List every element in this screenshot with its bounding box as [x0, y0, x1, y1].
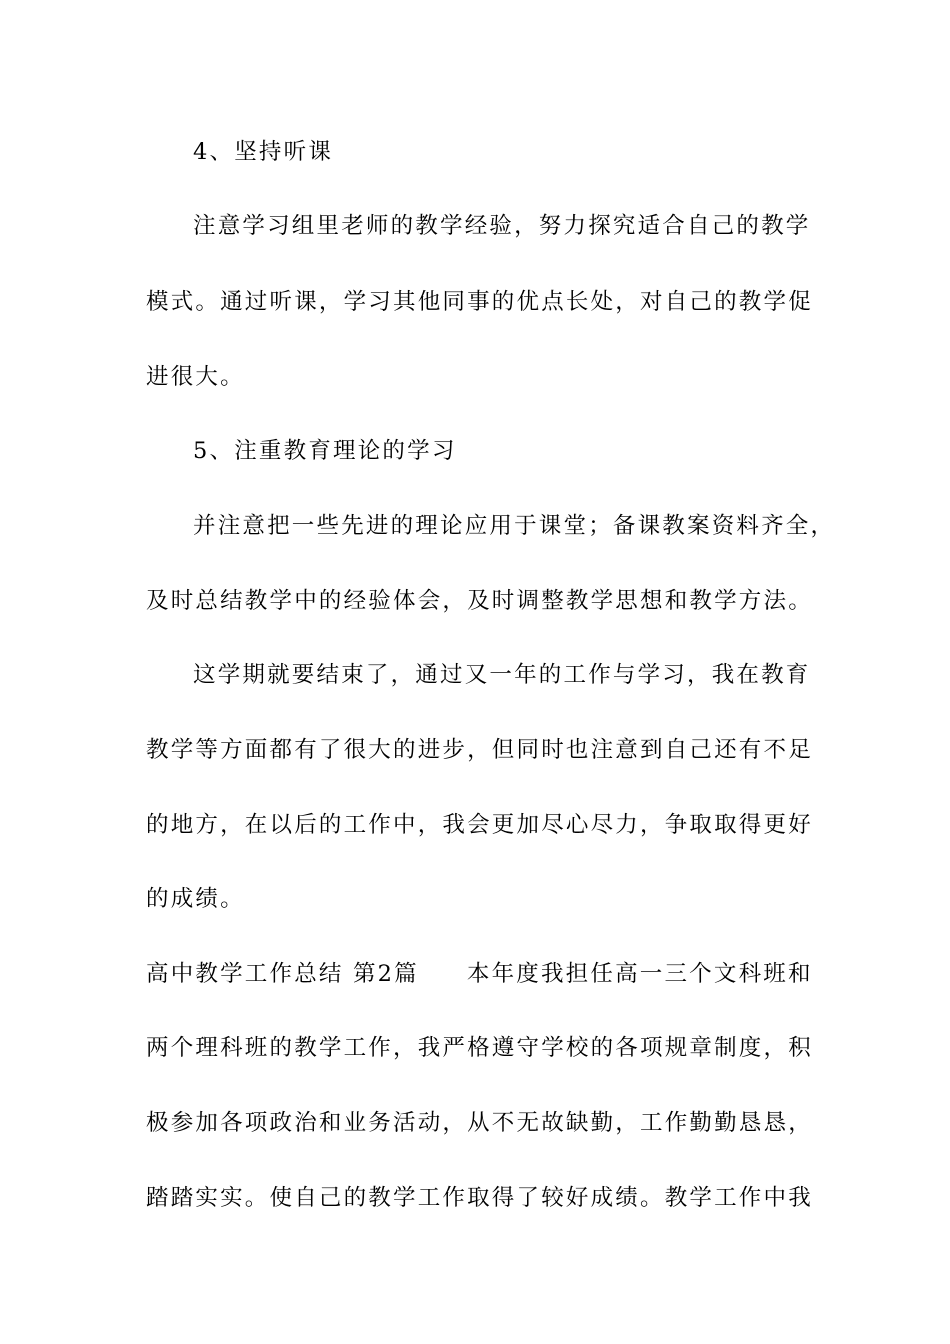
paragraph-line: 这学期就要结束了，通过又一年的工作与学习，我在教育	[193, 662, 811, 688]
paragraph-line: 的成绩。	[146, 886, 245, 912]
paragraph-line: 两个理科班的教学工作，我严格遵守学校的各项规章制度，积	[146, 1035, 813, 1061]
section-heading: 高中教学工作总结 第2篇	[146, 961, 419, 987]
paragraph-line: 注意学习组里老师的教学经验，努力探究适合自己的教学	[193, 213, 811, 239]
paragraph-line: 并注意把一些先进的理论应用于课堂；备课教案资料齐全，	[193, 513, 836, 539]
paragraph-line: 的地方，在以后的工作中，我会更加尽心尽力，争取取得更好	[146, 812, 813, 838]
section-first-line: 本年度我担任高一三个文科班和	[466, 961, 813, 987]
paragraph-line: 模式。通过听课，学习其他同事的优点长处，对自己的教学促	[146, 289, 813, 315]
paragraph-line: 进很大。	[146, 364, 245, 390]
paragraph-line: 及时总结教学中的经验体会，及时调整教学思想和教学方法。	[146, 588, 813, 614]
paragraph-line: 极参加各项政治和业务活动，从不无故缺勤，工作勤勤恳恳，	[146, 1110, 813, 1136]
heading-4: 4、坚持听课	[193, 139, 334, 165]
heading-5: 5、注重教育理论的学习	[193, 438, 457, 464]
section-title-line	[146, 963, 813, 986]
paragraph-line: 踏踏实实。使自己的教学工作取得了较好成绩。教学工作中我	[146, 1185, 813, 1211]
paragraph-line: 教学等方面都有了很大的进步，但同时也注意到自己还有不足	[146, 737, 813, 763]
